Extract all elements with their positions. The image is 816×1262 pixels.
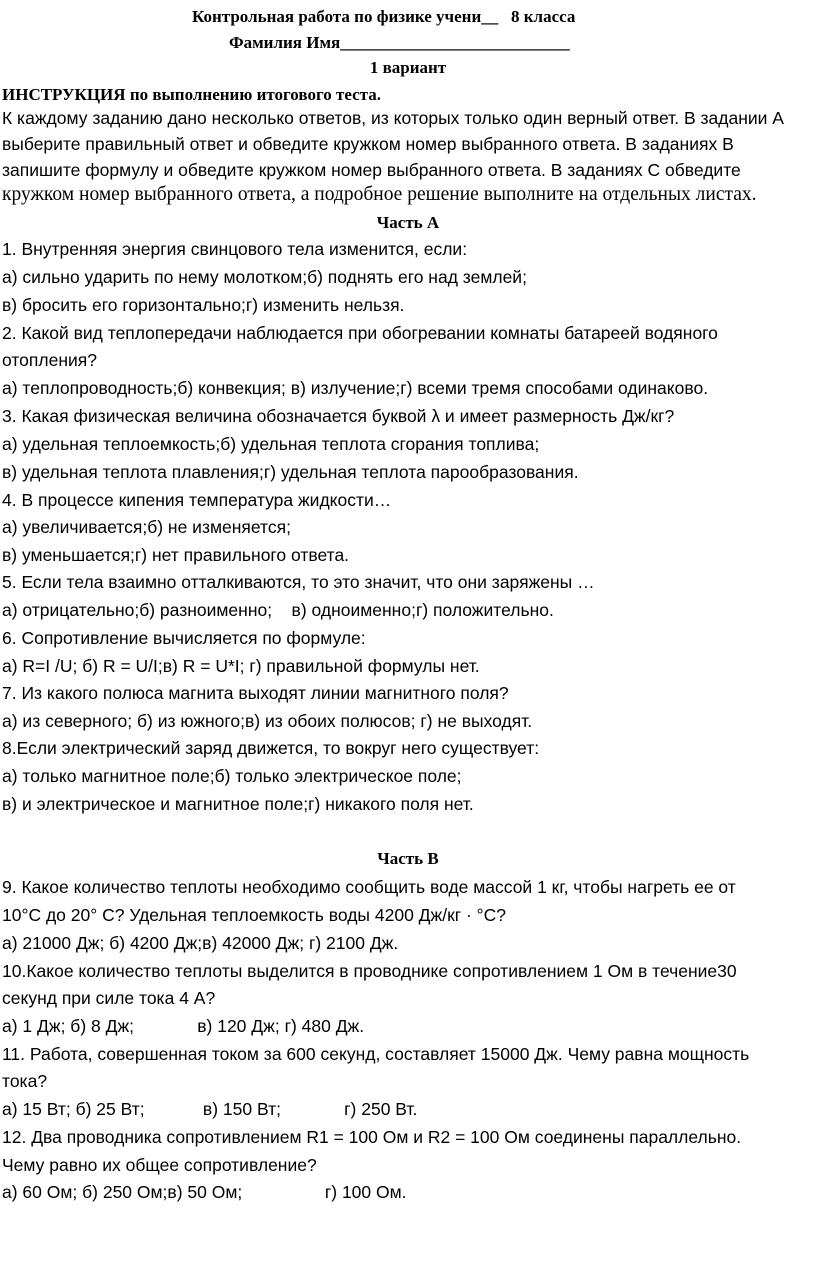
answer-line: а) только магнитное поле;б) только электрическое поле; (2, 766, 462, 786)
question-line: секунд при силе тока 4 А? (2, 988, 216, 1008)
question-line: 5. Если тела взаимно отталкиваются, то это значит, что они заряжены … (2, 572, 595, 592)
question-line: 1. Внутренняя энергия свинцового тела изменится, если: (2, 239, 468, 259)
answer-line: а) 60 Ом; б) 250 Ом;в) 50 Ом; г) 100 Ом. (2, 1182, 407, 1202)
answer-line: а) удельная теплоемкость;б) удельная теплота сгорания топлива; (2, 434, 540, 454)
instruction-heading-rest: по выполнению итогового теста. (125, 85, 381, 104)
question-line: 9. Какое количество теплоты необходимо сообщить воде массой 1 кг, чтобы нагреть ее от (2, 877, 736, 897)
question-line: 10.Какое количество теплоты выделится в проводнике сопротивлением 1 Ом в течение30 (2, 961, 737, 981)
answer-line: а) 15 Вт; б) 25 Вт; в) 150 Вт; г) 250 Вт. (2, 1099, 418, 1119)
part-a-title: Часть А (376, 213, 440, 232)
student-name-line: Фамилия Имя___________________________ (229, 33, 570, 52)
part-b-title: Часть В (377, 849, 439, 868)
answer-line: а) R=I /U; б) R = U/I;в) R = U*I; г) правильной формулы нет. (2, 656, 480, 676)
answer-line: а) увеличивается;б) не изменяется; (2, 517, 291, 537)
answer-line: в) и электрическое и магнитное поле;г) никакого поля нет. (2, 794, 474, 814)
question-line: 12. Два проводника сопротивлением R1 = 100 Ом и R2 = 100 Ом соединены параллельно. (2, 1127, 742, 1147)
instruction-line: выберите правильный ответ и обведите кружком номер выбранного ответа. В заданиях В (2, 134, 734, 154)
answer-line: а) отрицательно;б) разноименно; в) одноименно;г) положительно. (2, 600, 554, 620)
question-line: 6. Сопротивление вычисляется по формуле: (2, 628, 366, 648)
answer-line: в) удельная теплота плавления;г) удельная теплота парообразования. (2, 462, 579, 482)
question-line: 2. Какой вид теплопередачи наблюдается при обогревании комнаты батареей водяного (2, 323, 718, 343)
question-line: 8.Если электрический заряд движется, то вокруг него существует: (2, 738, 540, 758)
question-line: Чему равно их общее сопротивление? (2, 1155, 317, 1175)
variant-label: 1 вариант (369, 58, 447, 77)
instruction-line: кружком номер выбранного ответа, а подробное решение выполните на отдельных листах. (2, 184, 757, 205)
question-line: отопления? (2, 350, 97, 370)
question-line: 4. В процессе кипения температура жидкости… (2, 490, 392, 510)
question-line: тока? (2, 1071, 48, 1091)
answer-line: в) бросить его горизонтально;г) изменить нельзя. (2, 295, 405, 315)
instruction-line: запишите формулу и обведите кружком номер выбранного ответа. В заданиях С обведите (2, 160, 741, 180)
answer-line: в) уменьшается;г) нет правильного ответа. (2, 545, 350, 565)
question-line: 11. Работа, совершенная током за 600 секунд, составляет 15000 Дж. Чему равна мощность (2, 1044, 750, 1064)
page-title: Контрольная работа по физике учени__ 8 класса (192, 7, 576, 26)
instruction-heading-word: ИНСТРУКЦИЯ (2, 85, 126, 104)
answer-line: а) теплопроводность;б) конвекция; в) излучение;г) всеми тремя способами одинаково. (2, 378, 709, 398)
instruction-line: К каждому заданию дано несколько ответов, из которых только один верный ответ. В задании А (2, 108, 784, 128)
answer-line: а) из северного; б) из южного;в) из обоих полюсов; г) не выходят. (2, 711, 533, 731)
question-line: 10°С до 20° С? Удельная теплоемкость воды 4200 Дж/кг · °С? (2, 905, 507, 925)
answer-line: а) 21000 Дж; б) 4200 Дж;в) 42000 Дж; г) 2100 Дж. (2, 933, 399, 953)
answer-line: а) сильно ударить по нему молотком;б) поднять его над землей; (2, 267, 527, 287)
question-line: 7. Из какого полюса магнита выходят линии магнитного поля? (2, 683, 509, 703)
answer-line: а) 1 Дж; б) 8 Дж; в) 120 Дж; г) 480 Дж. (2, 1016, 365, 1036)
question-line: 3. Какая физическая величина обозначается буквой λ и имеет размерность Дж/кг? (2, 406, 675, 426)
